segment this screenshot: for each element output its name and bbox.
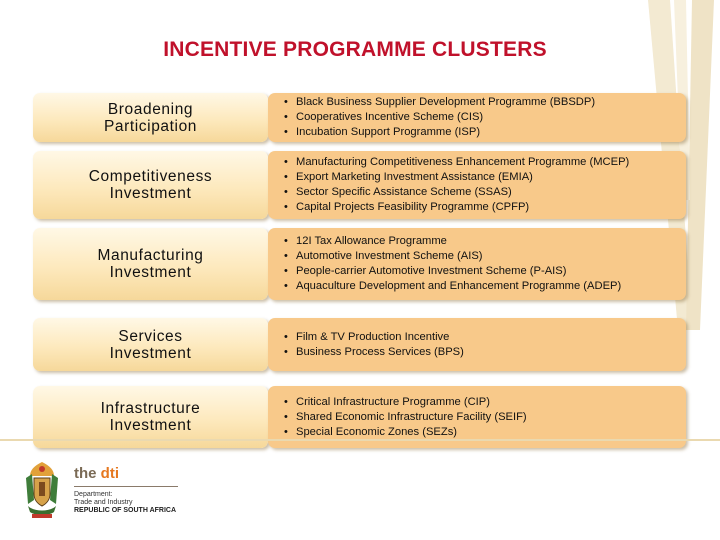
brand-wordmark xyxy=(74,465,119,482)
category-broadening-participation xyxy=(33,93,268,142)
category-line: Broadening xyxy=(107,100,194,118)
department-name: Trade and Industry xyxy=(74,499,133,506)
footer-divider xyxy=(0,439,720,441)
category-manufacturing-investment xyxy=(33,228,268,300)
logo-rule xyxy=(74,486,178,487)
department-label: Department: xyxy=(74,491,113,498)
programme-box-services-investment xyxy=(268,318,686,371)
programme-item: • Shared Economic Infrastructure Facility (SEIF) xyxy=(284,410,680,425)
programme-box-broadening-participation xyxy=(268,93,686,142)
brand-prefix: the xyxy=(74,465,97,482)
programme-item: • Incubation Support Programme (ISP) xyxy=(284,125,680,140)
programme-list xyxy=(284,234,680,294)
category-line: Investment xyxy=(109,344,192,362)
brand-name: dti xyxy=(100,465,119,482)
category-line: Manufacturing xyxy=(97,247,204,264)
category-line: Investment xyxy=(109,185,192,202)
programme-list xyxy=(284,330,680,360)
dti-logo xyxy=(20,460,190,520)
programme-list xyxy=(284,95,680,140)
programme-box-competitiveness-investment xyxy=(268,151,686,219)
category-line: Competitiveness xyxy=(88,168,213,185)
category-line: Services xyxy=(118,327,183,345)
category-line: Infrastructure xyxy=(100,400,201,417)
category-line: Investment xyxy=(109,264,192,281)
programme-item: • Export Marketing Investment Assistance (EMIA) xyxy=(284,170,680,185)
programme-item: • 12I Tax Allowance Programme xyxy=(284,234,680,249)
programme-item: • Sector Specific Assistance Scheme (SSAS) xyxy=(284,185,680,200)
programme-list xyxy=(284,395,680,440)
programme-list xyxy=(284,155,680,215)
programme-item: • Automotive Investment Scheme (AIS) xyxy=(284,249,680,264)
category-line: Participation xyxy=(103,117,198,135)
programme-item: • Critical Infrastructure Programme (CIP) xyxy=(284,395,680,410)
page-title: INCENTIVE PROGRAMME CLUSTERS xyxy=(163,38,547,61)
country-name: REPUBLIC OF SOUTH AFRICA xyxy=(74,507,177,514)
programme-item: • Cooperatives Incentive Scheme (CIS) xyxy=(284,110,680,125)
department-text xyxy=(74,491,176,515)
category-line: Investment xyxy=(109,417,192,434)
programme-item: • Business Process Services (BPS) xyxy=(284,345,680,360)
programme-item: • Film & TV Production Incentive xyxy=(284,330,680,345)
coat-of-arms-icon xyxy=(20,460,64,520)
programme-item: • People-carrier Automotive Investment Scheme (P-AIS) xyxy=(284,264,680,279)
programme-item: • Black Business Supplier Development Programme (BBSDP) xyxy=(284,95,680,110)
programme-item: • Capital Projects Feasibility Programme (CPFP) xyxy=(284,200,680,215)
programme-item: • Manufacturing Competitiveness Enhancement Programme (MCEP) xyxy=(284,155,680,170)
category-services-investment xyxy=(33,318,268,371)
programme-box-manufacturing-investment xyxy=(268,228,686,300)
programme-item: • Aquaculture Development and Enhancement Programme (ADEP) xyxy=(284,279,680,294)
category-competitiveness-investment xyxy=(33,151,268,219)
programme-item: • Special Economic Zones (SEZs) xyxy=(284,425,680,440)
